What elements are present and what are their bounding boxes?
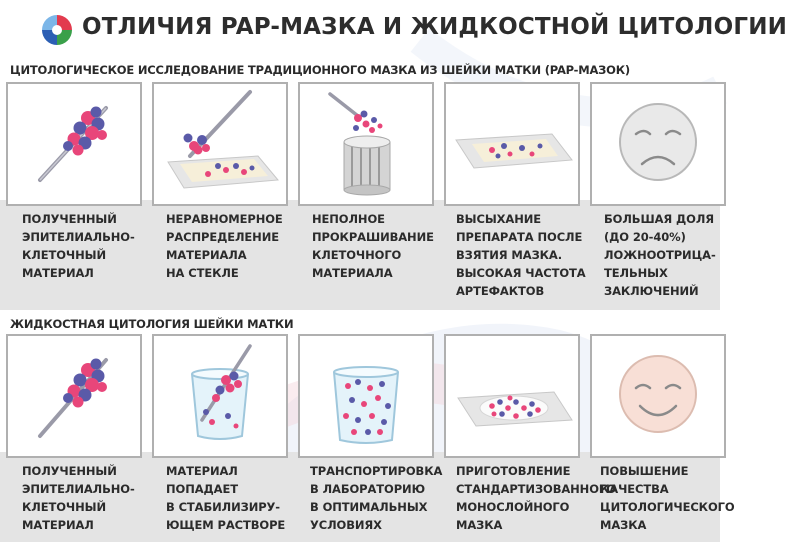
step-box-2 <box>152 82 288 206</box>
step-caption-2: НЕРАВНОМЕРНОЕ РАСПРЕДЕЛЕНИЕ МАТЕРИАЛА НА СТЕКЛЕ <box>166 212 283 280</box>
step-box-4 <box>444 334 580 458</box>
logo-icon <box>40 13 74 47</box>
step-box-3 <box>298 334 434 458</box>
section-label: ЖИДКОСТНАЯ ЦИТОЛОГИЯ ШЕЙКИ МАТКИ <box>10 317 294 331</box>
page-title: ОТЛИЧИЯ PAP-МАЗКА И ЖИДКОСТНОЙ ЦИТОЛОГИИ <box>82 14 787 40</box>
step-box-1 <box>6 82 142 206</box>
step-caption-4: ПРИГОТОВЛЕНИЕ СТАНДАРТИЗОВАННОГО МОНОСЛОЙНОГО МАЗКА <box>456 464 616 532</box>
pap-smear-section <box>0 60 720 312</box>
step-box-2 <box>152 334 288 458</box>
step-box-5 <box>590 82 726 206</box>
step-caption-4: ВЫСЫХАНИЕ ПРЕПАРАТА ПОСЛЕ ВЗЯТИЯ МАЗКА. ВЫСОКАЯ ЧАСТОТА АРТЕФАКТОВ <box>456 212 586 298</box>
step-box-4 <box>444 82 580 206</box>
vial-with-cells-icon <box>300 336 432 456</box>
dried-slide-icon <box>446 84 578 204</box>
step-caption-5: БОЛЬШАЯ ДОЛЯ (ДО 20-40%) ЛОЖНООТРИЦА- ТЕЛЬНЫХ ЗАКЛЮЧЕНИЙ <box>604 212 716 298</box>
brush-with-cells-icon <box>8 84 140 204</box>
brush-smearing-slide-icon <box>154 84 286 204</box>
step-caption-3: НЕПОЛНОЕ ПРОКРАШИВАНИЕ КЛЕТОЧНОГО МАТЕРИАЛА <box>312 212 434 280</box>
step-caption-1: ПОЛУЧЕННЫЙ ЭПИТЕЛИАЛЬНО- КЛЕТОЧНЫЙ МАТЕРИАЛ <box>22 212 135 280</box>
step-box-5 <box>590 334 726 458</box>
step-caption-5: ПОВЫШЕНИЕ КАЧЕСТВА ЦИТОЛОГИЧЕСКОГО МАЗКА <box>600 464 735 532</box>
happy-face-icon <box>592 336 724 456</box>
monolayer-slide-icon <box>446 336 578 456</box>
step-box-1 <box>6 334 142 458</box>
brush-with-cells-icon <box>8 336 140 456</box>
brush-in-vial-icon <box>154 336 286 456</box>
step-caption-1: ПОЛУЧЕННЫЙ ЭПИТЕЛИАЛЬНО- КЛЕТОЧНЫЙ МАТЕРИАЛ <box>22 464 135 532</box>
header <box>0 0 787 58</box>
step-box-3 <box>298 82 434 206</box>
stain-jar-icon <box>300 84 432 204</box>
step-caption-3: ТРАНСПОРТИРОВКА В ЛАБОРАТОРИЮ В ОПТИМАЛЬНЫХ УСЛОВИЯХ <box>310 464 443 532</box>
section-label: ЦИТОЛОГИЧЕСКОЕ ИССЛЕДОВАНИЕ ТРАДИЦИОННОГО МАЗКА ИЗ ШЕЙКИ МАТКИ (PAP-МАЗОК) <box>10 63 630 77</box>
liquid-cytology-section <box>0 314 735 540</box>
step-caption-2: МАТЕРИАЛ ПОПАДАЕТ В СТАБИЛИЗИРУ- ЮЩЕМ РАСТВОРЕ <box>166 464 286 532</box>
sad-face-icon <box>592 84 724 204</box>
